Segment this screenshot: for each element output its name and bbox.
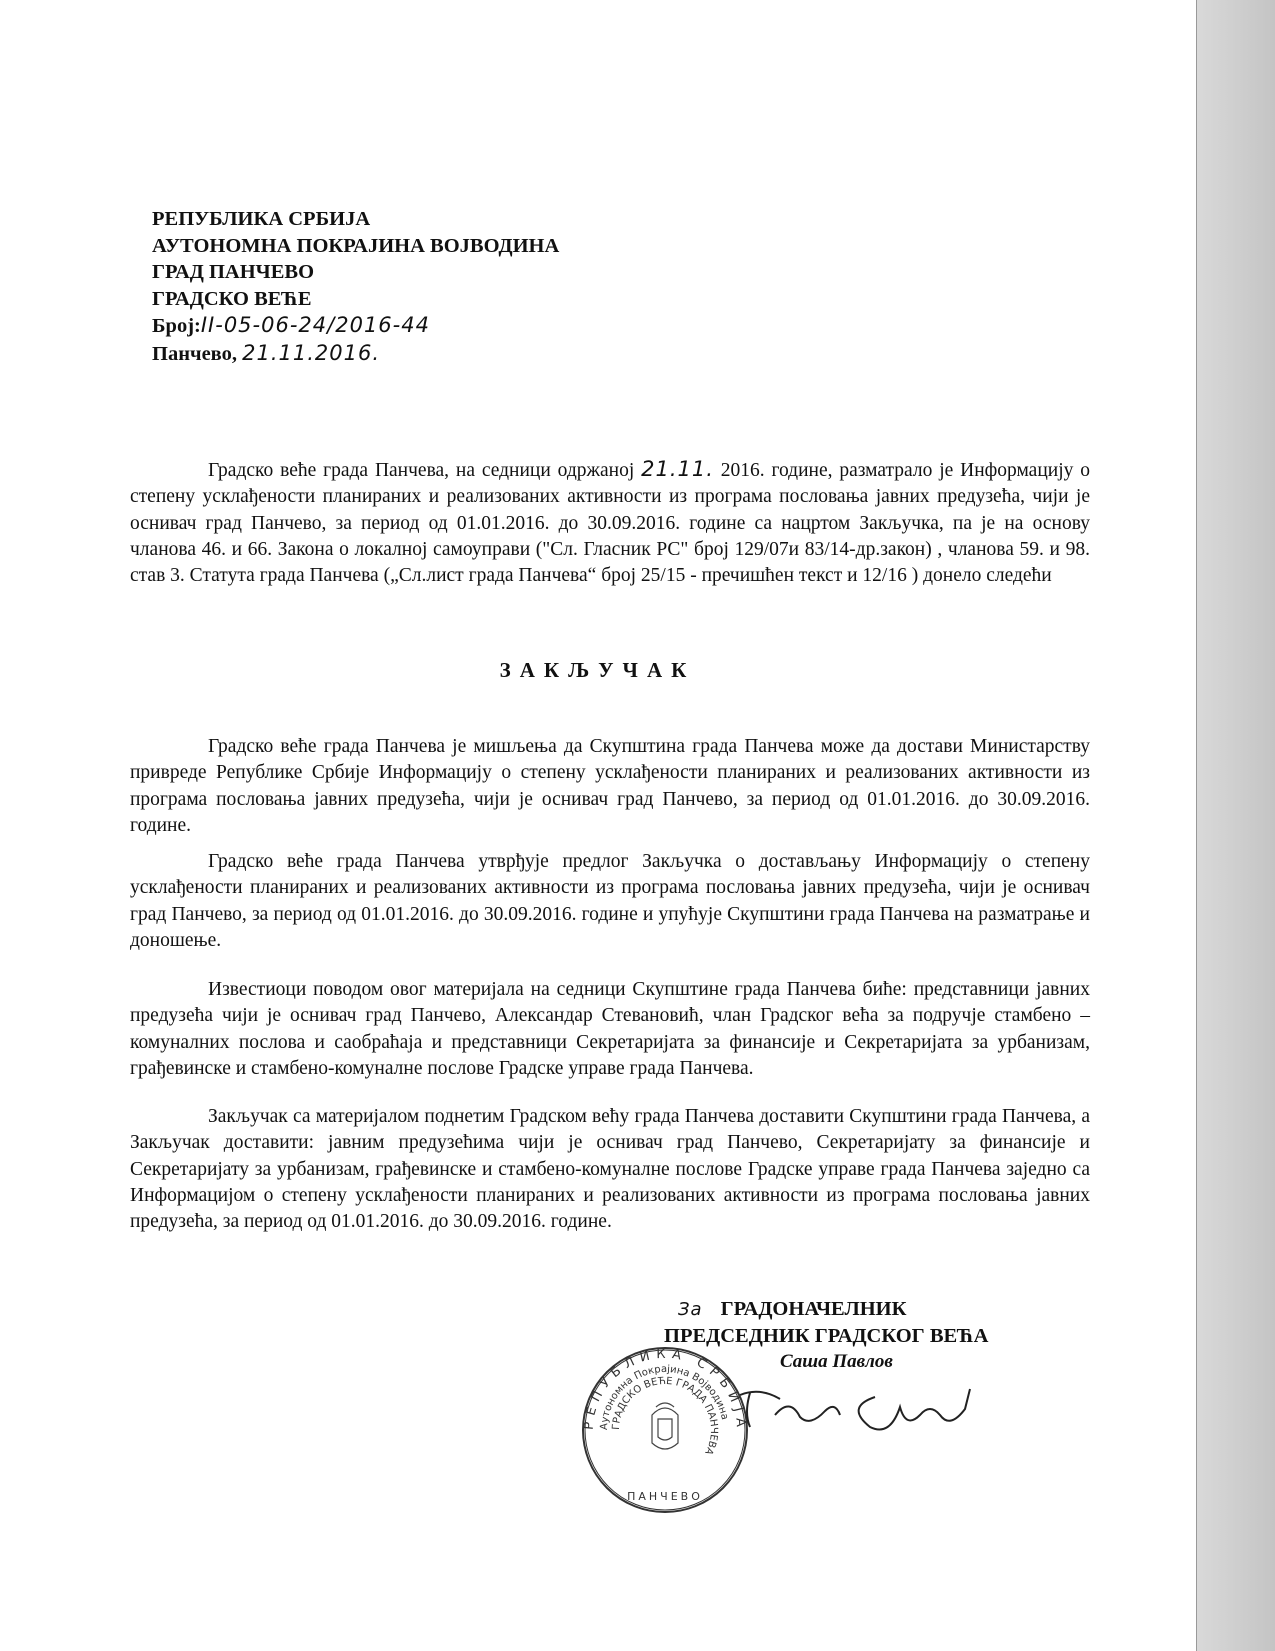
- document-header: [152, 206, 559, 367]
- svg-text:ПАНЧЕВО: ПАНЧЕВО: [627, 1490, 703, 1503]
- conclusion-paragraph-3: Известиоци поводом овог материјала на седници Скупштине града Панчева биће: представници јавних предузећа чији је оснивач град Панчево, Александар Стевановић, члан Градског већа за подручје стамбено – комуналних послова и саобраћаја и представници Секретаријата за финансије и Секретаријата за урбанизам, грађевинске и стамбено-комуналне послове Градске управе града Панчева.: [130, 979, 1090, 1079]
- coat-of-arms-icon: [652, 1403, 678, 1449]
- signatory-name: Саша Павлов: [780, 1351, 893, 1372]
- signature-block: [664, 1296, 989, 1375]
- svg-text:РЕПУБЛИКА СРБИЈА: РЕПУБЛИКА СРБИЈА: [581, 1346, 749, 1434]
- document-date: [152, 340, 559, 368]
- number-label: Број:: [152, 315, 201, 337]
- conclusion-paragraph-2: Градско веће града Панчева утврђује предлог Закључка о достављању Информацију о степену усклађености планираних и реализованих активности из програма пословања јавних предузећа, чији је оснивач град Панчево, за период од 01.01.2016. до 30.09.2016. године и упућује Скупштини града Панчева на разматрање и доношење.: [130, 851, 1090, 951]
- place-label: Панчево,: [152, 342, 237, 365]
- svg-text:ГРАДСКО ВЕЋЕ ГРАДА ПАНЧЕВА: ГРАДСКО ВЕЋЕ ГРАДА ПАНЧЕВА: [610, 1375, 720, 1457]
- council-president-title: ПРЕДСЕДНИК ГРАДСКОГ ВЕЋА: [664, 1325, 989, 1347]
- mayor-title: ГРАДОНАЧЕЛНИК: [720, 1298, 907, 1320]
- header-city: ГРАД ПАНЧЕВО: [152, 261, 315, 283]
- handwritten-signature: [735, 1385, 995, 1435]
- date-value: 21.11.2016.: [242, 340, 381, 365]
- svg-text:Аутономна Покрајина Војводина: Аутономна Покрајина Војводина: [598, 1363, 731, 1431]
- scan-edge: [1196, 0, 1275, 1651]
- intro-text-2: 2016. године, разматрало је Информацију о степену усклађености планираних и реализованих активности из програма пословања јавних предузећа, чији је оснивач град Панчево, за период од 01.01.2016. до 30.09.2016. године са нацртом Закључка, па је на основу чланова 46. и 66. Закона о локалној самоуправи ("Сл. Гласник РС" број 129/07и 83/14-др.закон) , чланова 59. и 98. став 3. Статута града Панчева („Сл.лист града Панчева“ број 25/15 - пречишћен текст и 12/16 ) донело следећи: [130, 460, 1090, 587]
- header-council: ГРАДСКО ВЕЋЕ: [152, 287, 312, 310]
- intro-paragraph: [130, 456, 1090, 589]
- header-republic: РЕПУБЛИКА СРБИЈА: [152, 208, 371, 230]
- number-value: II-05-06-24/2016-44: [200, 313, 430, 337]
- conclusion-paragraph-1: Градско веће града Панчева је мишљења да Скупштина града Панчева може да достави Министарству привреде Републике Србије Информацију о степену усклађености планираних и реализованих активности из програма пословања јавних предузећа, чији је оснивач град Панчево, за период од 01.01.2016. до 30.09.2016. године.: [130, 736, 1090, 836]
- document-number: [152, 312, 559, 340]
- intro-text-1: Градско веће града Панчева, на седници одржаној: [208, 460, 642, 481]
- session-date: 21.11.: [641, 457, 714, 481]
- conclusion-paragraph-4: Закључак са материјалом поднетим Градском већу града Панчева доставити Скупштини града Панчева, а Закључак доставити: јавним предузећима чији је оснивач град Панчево, Секретаријату за финансије и Секретаријату за урбанизам, грађевинске и стамбено-комуналне послове Градске управе града Панчева заједно са Информацијом о степену усклађености планираних и реализованих активности из програма пословања јавних предузећа, за период од 01.01.2016. до 30.09.2016. године.: [130, 1106, 1090, 1233]
- document-title: ЗАКЉУЧАК: [499, 658, 696, 682]
- header-province: АУТОНОМНА ПОКРАЈИНА ВОЈВОДИНА: [152, 234, 560, 257]
- for-mark: За: [678, 1299, 703, 1320]
